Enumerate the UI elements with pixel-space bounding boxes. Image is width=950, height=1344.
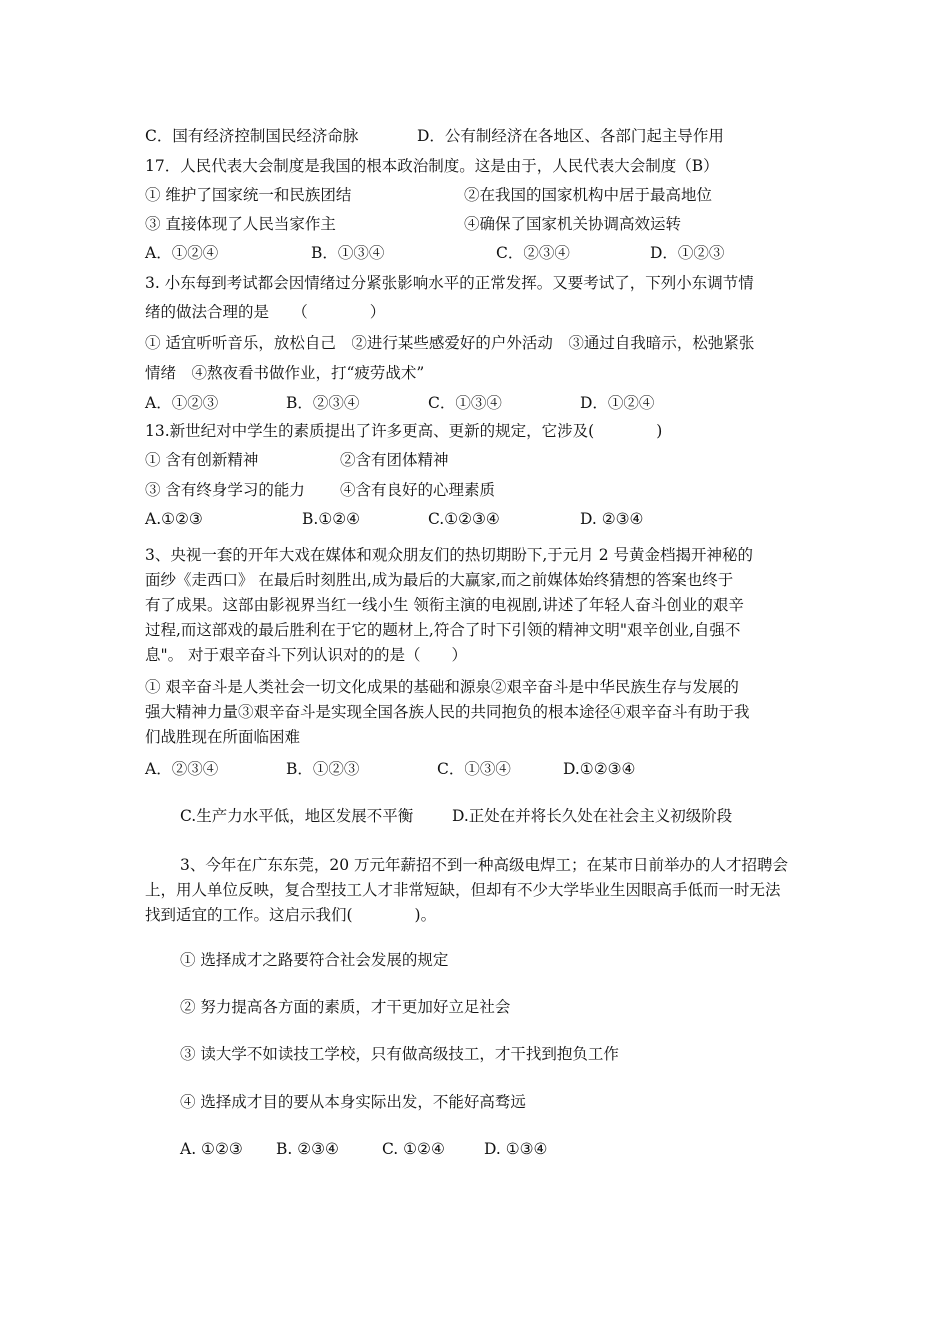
q3b-statements-line-1: ① 艰辛奋斗是人类社会一切文化成果的基础和源泉②艰辛奋斗是中华民族生存与发展的: [145, 678, 739, 696]
q3c-statement-1: ① 选择成才之路要符合社会发展的规定: [180, 951, 449, 969]
q3c-paragraph-line-1: 3、今年在广东东莞，20 万元年薪招不到一种高级电焊工；在某市日前举办的人才招聘会: [180, 856, 789, 874]
q3b-option-b: B．①②③: [286, 760, 360, 778]
q3c-statement-3: ③ 读大学不如读技工学校，只有做高级技工，才干找到抱负工作: [180, 1045, 619, 1063]
q16-option-c: C．国有经济控制国民经济命脉: [145, 127, 359, 145]
cd-option-c: C.生产力水平低，地区发展不平衡: [180, 807, 414, 825]
q16-option-d: D．公有制经济在各地区、各部门起主导作用: [417, 127, 724, 145]
q3b-statements-line-3: 们战胜现在所面临困难: [145, 728, 301, 746]
q3b-paragraph-line-2: 面纱《走西口》 在最后时刻胜出,成为最后的大赢家,而之前媒体始终猜想的答案也终于: [145, 571, 734, 589]
q3b-statements-line-2: 强大精神力量③艰辛奋斗是实现全国各族人民的共同抱负的根本途径④艰辛奋斗有助于我: [145, 703, 750, 721]
q17-option-a: A．①②④: [145, 244, 219, 262]
q13-option-b: B.①②④: [302, 510, 361, 528]
q17-stem: 17．人民代表大会制度是我国的根本政治制度。这是由于，人民代表大会制度（B）: [145, 157, 719, 175]
q16-options-cd: [145, 126, 724, 146]
q13-statement-2: ②含有团体精神: [340, 451, 449, 469]
q17-option-d: D．①②③: [650, 244, 725, 262]
q17-statement-4: ④确保了国家机关协调高效运转: [464, 215, 682, 233]
q17-statement-3: ③ 直接体现了人民当家作主: [145, 215, 336, 233]
q3a-option-d: D．①②④: [580, 394, 655, 412]
q3b-paragraph-line-3: 有了成果。这部由影视界当红一线小生 领衔主演的电视剧,讲述了年轻人奋斗创业的艰辛: [145, 596, 744, 614]
q17-option-c: C．②③④: [496, 244, 570, 262]
cd-option-d: D.正处在并将长久处在社会主义初级阶段: [452, 807, 733, 825]
q3c-statement-4: ④ 选择成才目的要从本身实际出发，不能好高骛远: [180, 1093, 526, 1111]
q3b-option-d: D.①②③④: [563, 760, 636, 778]
q13-option-c: C.①②③④: [428, 510, 500, 528]
q13-option-d: D. ②③④: [580, 510, 644, 528]
q3b-paragraph-line-5: 息"。 对于艰辛奋斗下列认识对的的是（ ）: [145, 646, 468, 664]
q3a-option-c: C．①③④: [428, 394, 502, 412]
q3a-option-a: A．①②③: [145, 394, 219, 412]
q3c-option-b: B. ②③④: [276, 1140, 339, 1158]
q3a-statements-line-1: ① 适宜听听音乐，放松自己 ②进行某些感爱好的户外活动 ③通过自我暗示，松弛紧张: [145, 334, 755, 352]
q3c-statement-2: ② 努力提高各方面的素质，才干更加好立足社会: [180, 998, 511, 1016]
q3b-paragraph-line-4: 过程,而这部戏的最后胜利在于它的题材上,符合了时下引领的精神文明"艰辛创业,自强不: [145, 621, 741, 639]
q3a-statements-line-2: 情绪 ④熬夜看书做作业，打“疲劳战术”: [145, 364, 425, 382]
q3b-paragraph-line-1: 3、央视一套的开年大戏在媒体和观众朋友们的热切期盼下,于元月 2 号黄金档揭开神秘的: [145, 546, 754, 564]
q13-stem: 13.新世纪对中学生的素质提出了许多更高、更新的规定，它涉及( ): [145, 422, 663, 440]
q3c-option-a: A. ①②③: [180, 1140, 243, 1158]
q13-statement-3: ③ 含有终身学习的能力: [145, 481, 305, 499]
q3b-option-a: A．②③④: [145, 760, 219, 778]
q17-option-b: B．①③④: [311, 244, 385, 262]
q3c-paragraph-line-2: 上，用人单位反映，复合型技工人才非常短缺，但却有不少大学毕业生因眼高手低而一时无法: [145, 881, 781, 899]
q13-statement-1: ① 含有创新精神: [145, 451, 259, 469]
q3a-stem-line-2: 绪的做法合理的是 （ ）: [145, 303, 386, 321]
q13-option-a: A.①②③: [145, 510, 203, 528]
q3a-stem-line-1: 3. 小东每到考试都会因情绪过分紧张影响水平的正常发挥。又要考试了，下列小东调节情: [145, 274, 754, 292]
q3b-option-c: C．①③④: [437, 760, 511, 778]
q13-statement-4: ④含有良好的心理素质: [340, 481, 496, 499]
q3c-option-c: C. ①②④: [382, 1140, 445, 1158]
q3c-option-d: D. ①③④: [484, 1140, 548, 1158]
q3a-option-b: B．②③④: [286, 394, 360, 412]
q17-statement-1: ① 维护了国家统一和民族团结: [145, 186, 352, 204]
q3c-paragraph-line-3: 找到适宜的工作。这启示我们( )。: [145, 906, 437, 924]
q17-statement-2: ②在我国的国家机构中居于最高地位: [464, 186, 713, 204]
